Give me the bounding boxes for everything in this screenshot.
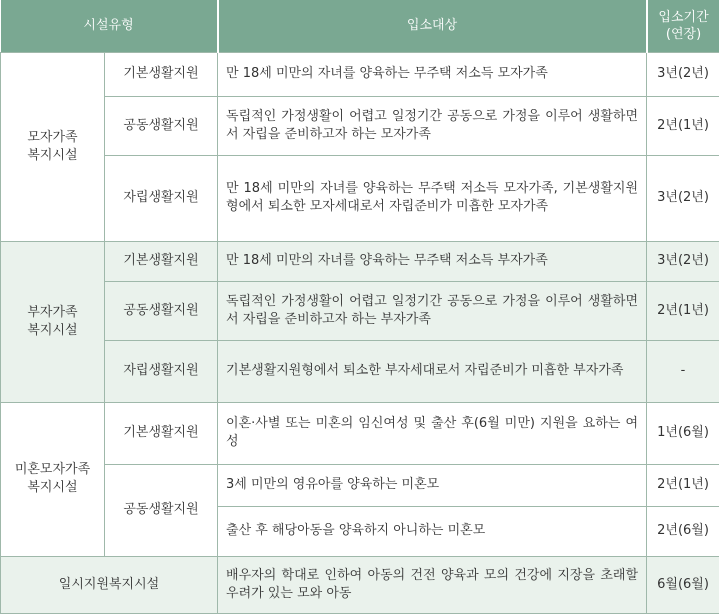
period-cell: 1년(6월) bbox=[647, 402, 719, 464]
category-line1: 부자가족 bbox=[5, 304, 100, 322]
period-cell: 2년(6월) bbox=[647, 506, 719, 556]
table-row bbox=[1, 556, 719, 613]
table-row bbox=[1, 281, 719, 340]
target-cell: 출산 후 해당아동을 양육하지 아니하는 미혼모 bbox=[218, 506, 647, 556]
header-facility-type: 시설유형 bbox=[1, 0, 218, 52]
header-period-line1: 입소기간 bbox=[648, 9, 719, 26]
header-period-line2: (연장) bbox=[648, 26, 719, 43]
table-row bbox=[1, 52, 719, 96]
category-line2: 복지시설 bbox=[5, 322, 100, 340]
subtype-cell: 공동생활지원 bbox=[105, 281, 218, 340]
period-cell: 3년(2년) bbox=[647, 52, 719, 96]
period-cell: 3년(2년) bbox=[647, 241, 719, 281]
target-cell: 배우자의 학대로 인하여 아동의 건전 양육과 모의 건강에 지장을 초래할 우려가 있는 모와 아동 bbox=[218, 556, 647, 613]
category-cell bbox=[1, 241, 105, 402]
table-row bbox=[1, 155, 719, 241]
period-cell: 2년(1년) bbox=[647, 464, 719, 506]
period-cell: 2년(1년) bbox=[647, 281, 719, 340]
target-cell: 만 18세 미만의 자녀를 양육하는 무주택 저소득 모자가족, 기본생활지원형에서 퇴소한 모자세대로서 자립준비가 미흡한 모자가족 bbox=[218, 155, 647, 241]
table-row bbox=[1, 402, 719, 464]
category-line1: 미혼모자가족 bbox=[5, 461, 100, 479]
target-cell: 이혼·사별 또는 미혼의 임신여성 및 출산 후(6월 미만) 지원을 요하는 여성 bbox=[218, 402, 647, 464]
target-cell: 독립적인 가정생활이 어렵고 일정기간 공동으로 가정을 이루어 생활하면서 자립을 준비하고자 하는 부자가족 bbox=[218, 281, 647, 340]
target-cell: 독립적인 가정생활이 어렵고 일정기간 공동으로 가정을 이루어 생활하면서 자립을 준비하고자 하는 모자가족 bbox=[218, 96, 647, 155]
header-target: 입소대상 bbox=[218, 0, 647, 52]
subtype-cell: 공동생활지원 bbox=[105, 96, 218, 155]
subtype-cell: 자립생활지원 bbox=[105, 340, 218, 402]
table-row bbox=[1, 241, 719, 281]
subtype-cell: 기본생활지원 bbox=[105, 241, 218, 281]
period-cell: 2년(1년) bbox=[647, 96, 719, 155]
period-cell: 3년(2년) bbox=[647, 155, 719, 241]
table-row bbox=[1, 464, 719, 506]
temporary-category-cell: 일시지원복지시설 bbox=[1, 556, 218, 613]
subtype-cell: 기본생활지원 bbox=[105, 402, 218, 464]
target-cell: 3세 미만의 영유아를 양육하는 미혼모 bbox=[218, 464, 647, 506]
target-cell: 만 18세 미만의 자녀를 양육하는 무주택 저소득 모자가족 bbox=[218, 52, 647, 96]
table-row bbox=[1, 96, 719, 155]
subtype-cell: 기본생활지원 bbox=[105, 52, 218, 96]
category-line2: 복지시설 bbox=[5, 479, 100, 497]
target-cell: 기본생활지원형에서 퇴소한 부자세대로서 자립준비가 미흡한 부자가족 bbox=[218, 340, 647, 402]
category-cell bbox=[1, 402, 105, 556]
category-line1: 모자가족 bbox=[5, 129, 100, 147]
header-period bbox=[647, 0, 719, 52]
category-cell bbox=[1, 52, 105, 241]
subtype-cell: 공동생활지원 bbox=[105, 464, 218, 556]
target-cell: 만 18세 미만의 자녀를 양육하는 무주택 저소득 부자가족 bbox=[218, 241, 647, 281]
table-row bbox=[1, 340, 719, 402]
period-cell: 6월(6월) bbox=[647, 556, 719, 613]
header-row bbox=[1, 0, 719, 52]
subtype-cell: 자립생활지원 bbox=[105, 155, 218, 241]
period-cell: - bbox=[647, 340, 719, 402]
category-line2: 복지시설 bbox=[5, 147, 100, 165]
